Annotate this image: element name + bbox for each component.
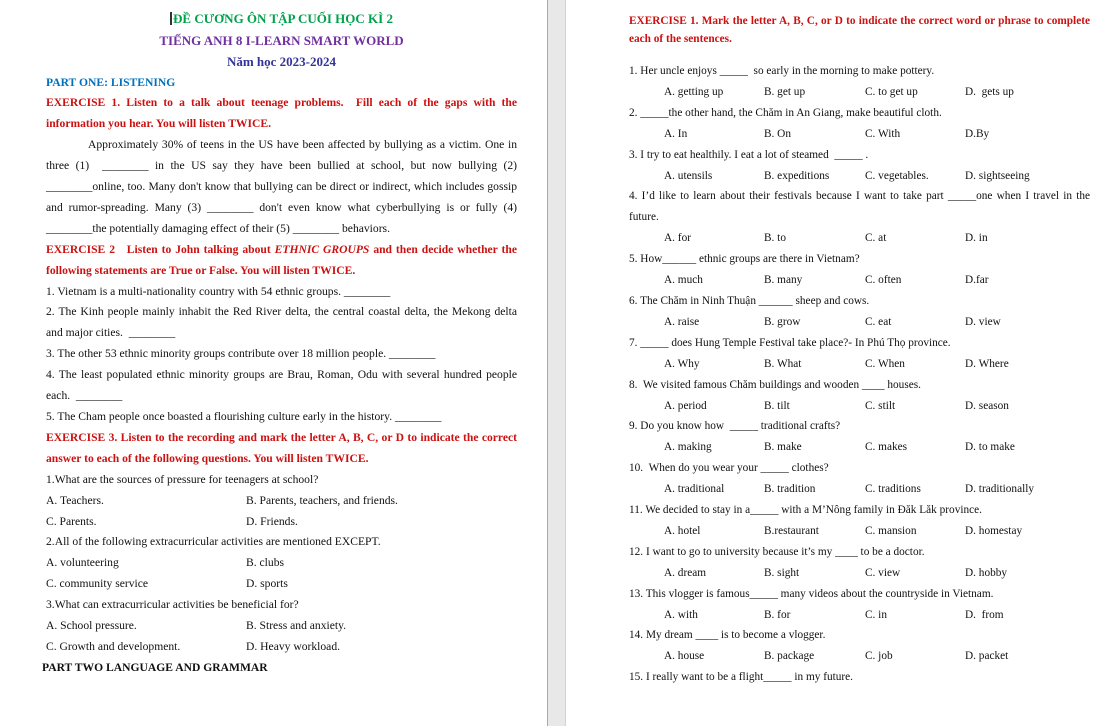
- option-c: C. at: [865, 232, 887, 245]
- question-block: [629, 103, 1090, 145]
- exercise2-heading: [46, 240, 517, 282]
- question-text: 9. Do you know how _____ traditional crafts?: [629, 420, 841, 433]
- option-d: D. in: [965, 232, 988, 245]
- title-line-2: TIẾNG ANH 8 I-LEARN SMART WORLD: [159, 32, 404, 48]
- question-block: [629, 667, 1090, 688]
- option-d: D. Heavy workload.: [246, 639, 341, 653]
- option-a: A. with: [664, 608, 698, 621]
- options-row: [629, 396, 1090, 417]
- option-c: C. makes: [865, 441, 908, 454]
- part-one-heading: PART ONE: LISTENING: [46, 75, 176, 89]
- exercise2-heading-post: and then decide whether the following statements are True or False. You will listen TWICE.: [46, 242, 517, 277]
- option-b: B. sight: [764, 566, 800, 579]
- question-block: [629, 375, 1090, 417]
- question-text: 3. I try to eat healthily. I eat a lot of steamed _____ .: [629, 148, 869, 161]
- option-b: B. get up: [764, 85, 806, 98]
- options-row: [46, 512, 517, 533]
- question-text: 8. We visited famous Chăm buildings and wooden ____ houses.: [629, 378, 921, 391]
- question-block: [629, 416, 1090, 458]
- exercise1-heading: EXERCISE 1. Listen to a talk about teenage problems. Fill each of the gaps with the information you hear. You will listen TWICE.: [46, 96, 517, 131]
- options-row: [629, 312, 1090, 333]
- option-c: C. With: [865, 127, 901, 140]
- question-block: [629, 186, 1090, 249]
- question-block: [46, 532, 517, 595]
- option-d: D. hobby: [965, 566, 1008, 579]
- option-d: D. traditionally: [965, 483, 1035, 496]
- question-text: 2. _____the other hand, the Chăm in An Giang, make beautiful cloth.: [629, 106, 942, 119]
- exercise2-heading-topic: ETHNIC GROUPS: [274, 242, 370, 256]
- option-b: B. to: [764, 232, 786, 245]
- options-row: [629, 270, 1090, 291]
- option-a: A. Why: [664, 357, 700, 370]
- true-false-statements: [46, 282, 517, 428]
- option-d: D. view: [965, 315, 1001, 328]
- option-a: A. dream: [664, 566, 707, 579]
- question-text: 5. How______ ethnic groups are there in Vietnam?: [629, 253, 860, 266]
- page-left: [0, 0, 547, 726]
- options-row: [629, 82, 1090, 103]
- statement-line: 5. The Cham people once boasted a flourishing culture early in the history. ________: [46, 410, 442, 423]
- options-row: [46, 553, 517, 574]
- option-d: D.By: [965, 127, 990, 140]
- option-b: B. make: [764, 441, 802, 454]
- option-b: B. tradition: [764, 483, 816, 496]
- question-block: [629, 61, 1090, 103]
- question-text: 4. I’d like to learn about their festivals because I want to take part _____one when I travel in the future.: [629, 190, 1090, 224]
- option-a: A. hotel: [664, 524, 701, 537]
- option-a: A. raise: [664, 315, 700, 328]
- options-row: [629, 479, 1090, 500]
- options-row: [629, 605, 1090, 626]
- options-row: [46, 616, 517, 637]
- question-block: [629, 249, 1090, 291]
- option-b: B. package: [764, 650, 815, 663]
- question-text: 1. Her uncle enjoys _____ so early in the morning to make pottery.: [629, 65, 935, 77]
- option-a: A. utensils: [664, 169, 713, 182]
- question-block: [629, 584, 1090, 626]
- option-d: D. homestay: [965, 524, 1023, 537]
- question-block: [46, 470, 517, 533]
- part-two-heading: PART TWO LANGUAGE AND GRAMMAR: [42, 660, 268, 674]
- option-b: B. Stress and anxiety.: [246, 619, 347, 633]
- option-b: B. On: [764, 127, 791, 140]
- question-block: [629, 458, 1090, 500]
- options-row: [629, 521, 1090, 542]
- question-text: 2.All of the following extracurricular activities are mentioned EXCEPT.: [46, 535, 381, 549]
- question-block: [629, 291, 1090, 333]
- question-block: [629, 542, 1090, 584]
- exercise2-heading-pre: EXERCISE 2 Listen to John talking about: [46, 242, 275, 256]
- option-c: C. job: [865, 650, 893, 663]
- option-d: D. sports: [246, 577, 288, 591]
- question-text: 11. We decided to stay in a_____ with a M’Nông family in Đăk Lăk province.: [629, 504, 982, 517]
- option-b: B. for: [764, 608, 791, 621]
- listening-mcq-list: [46, 470, 517, 658]
- option-d: D. season: [965, 399, 1009, 412]
- options-row: [629, 166, 1090, 187]
- option-b: B. grow: [764, 315, 801, 328]
- option-a: A. volunteering: [46, 556, 119, 570]
- option-d: D.far: [965, 274, 989, 287]
- option-d: D. sightseeing: [965, 169, 1030, 182]
- option-a: A. for: [664, 232, 691, 245]
- options-row: [629, 124, 1090, 145]
- title-line-1: ĐỀ CƯƠNG ÔN TẬP CUỐI HỌC KÌ 2: [173, 11, 393, 26]
- option-a: A. traditional: [664, 483, 725, 496]
- option-b: B. Parents, teachers, and friends.: [246, 493, 398, 507]
- option-a: A. getting up: [664, 85, 724, 98]
- question-text: 6. The Chăm in Ninh Thuận ______ sheep and cows.: [629, 294, 870, 307]
- option-c: C. When: [865, 357, 905, 370]
- option-c: C. Parents.: [46, 514, 97, 528]
- option-c: C. stilt: [865, 399, 896, 412]
- option-c: C. community service: [46, 577, 149, 591]
- option-d: D. Where: [965, 357, 1009, 370]
- option-c: C. in: [865, 608, 887, 621]
- option-c: C. eat: [865, 315, 892, 328]
- document-title: [46, 8, 517, 30]
- statement-line: 4. The least populated ethnic minority groups are Brau, Roman, Odu with several hundred people each. ________: [46, 368, 517, 403]
- option-d: D. Friends.: [246, 514, 298, 528]
- text-cursor-icon: [170, 12, 172, 25]
- option-a: A. period: [664, 399, 707, 412]
- option-a: A. School pressure.: [46, 619, 137, 633]
- option-c: C. mansion: [865, 524, 917, 537]
- title-line-3: Năm học 2023-2024: [226, 54, 337, 69]
- option-b: B.restaurant: [764, 524, 819, 537]
- option-a: A. making: [664, 441, 712, 454]
- options-row: [629, 354, 1090, 375]
- option-d: D. to make: [965, 441, 1015, 454]
- question-block: [629, 333, 1090, 375]
- question-block: [629, 500, 1090, 542]
- question-block: [629, 625, 1090, 667]
- option-d: D. from: [965, 608, 1004, 621]
- statement-line: 2. The Kinh people mainly inhabit the Red River delta, the central coastal delta, the Mekong delta and major cities. ________: [46, 305, 517, 340]
- question-text: 14. My dream ____ is to become a vlogger.: [629, 629, 826, 642]
- question-text: 15. I really want to be a flight_____ in my future.: [629, 671, 854, 684]
- option-a: A. Teachers.: [46, 493, 104, 507]
- options-row: [46, 491, 517, 512]
- option-a: A. much: [664, 274, 703, 287]
- question-text: 3.What can extracurricular activities be beneficial for?: [46, 598, 299, 612]
- question-text: 13. This vlogger is famous_____ many videos about the countryside in Vietnam.: [629, 587, 994, 600]
- option-b: B. many: [764, 274, 803, 287]
- exercise3-heading: EXERCISE 3. Listen to the recording and mark the letter A, B, C, or D to indicate the correct answer to each of the following questions. You will listen TWICE.: [46, 430, 517, 465]
- option-b: B. tilt: [764, 399, 790, 412]
- option-b: B. expeditions: [764, 169, 830, 182]
- options-row: [46, 574, 517, 595]
- options-row: [46, 637, 517, 658]
- question-text: 7. _____ does Hung Temple Festival take place?- In Phú Thọ province.: [629, 336, 951, 349]
- options-row: [629, 563, 1090, 584]
- question-text: 10. When do you wear your _____ clothes?: [629, 462, 829, 475]
- option-c: C. often: [865, 274, 902, 287]
- option-d: D. gets up: [965, 85, 1014, 98]
- option-c: C. Growth and development.: [46, 639, 181, 653]
- option-b: B. What: [764, 357, 802, 370]
- question-block: [46, 595, 517, 658]
- option-b: B. clubs: [246, 556, 285, 570]
- statement-line: 3. The other 53 ethnic minority groups contribute over 18 million people. ________: [46, 347, 436, 361]
- question-text: 1.What are the sources of pressure for teenagers at school?: [46, 472, 319, 486]
- page-gutter: [547, 0, 566, 726]
- option-a: A. house: [664, 650, 705, 663]
- option-c: C. vegetables.: [865, 169, 929, 182]
- grammar-exercise1-heading: EXERCISE 1. Mark the letter A, B, C, or D to indicate the correct word or phrase to complete each of the sentences.: [629, 15, 1090, 45]
- page-right: [566, 0, 1096, 726]
- options-row: [629, 228, 1090, 249]
- option-d: D. packet: [965, 650, 1009, 663]
- question-block: [629, 145, 1090, 187]
- option-c: C. view: [865, 566, 901, 579]
- options-row: [629, 646, 1090, 667]
- listening-gap-paragraph: Approximately 30% of teens in the US have been affected by bullying as a victim. One in three (1) ________ in the US say they have been bullied at school, but now bullying (2) ________online, too. Many don't know that bullying can be direct or indirect, which includes gossip and rumor-spreading. Many (3) ________ don't even know what cyberbullying is or fully (4) ________the potentially damaging effect of their (5) ________ behaviors.: [46, 138, 517, 235]
- statement-line: 1. Vietnam is a multi-nationality country with 54 ethnic groups. ________: [46, 284, 391, 298]
- option-c: C. traditions: [865, 483, 921, 496]
- option-a: A. In: [664, 127, 688, 140]
- grammar-mcq-list: [629, 61, 1090, 688]
- question-text: 12. I want to go to university because it’s my ____ to be a doctor.: [629, 545, 925, 558]
- options-row: [629, 437, 1090, 458]
- option-c: C. to get up: [865, 85, 918, 98]
